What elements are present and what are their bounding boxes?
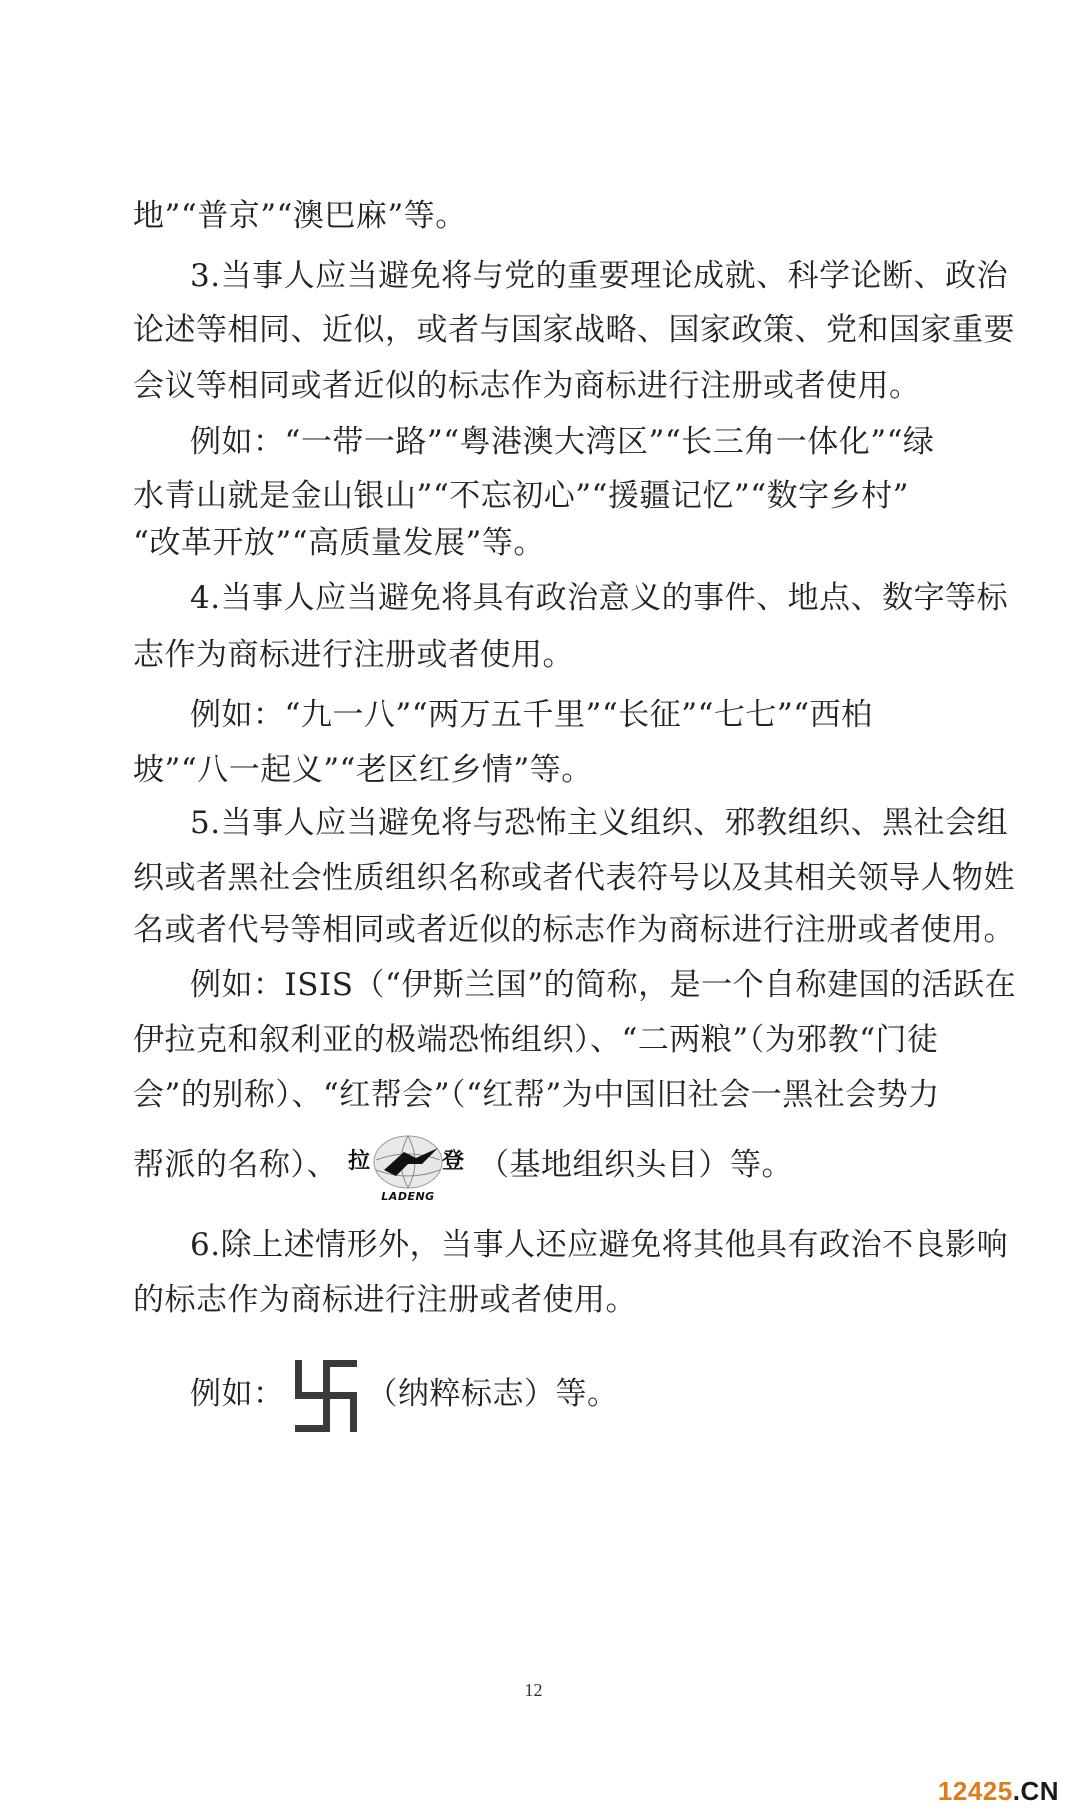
text-after-logo: （基地组织头目）等。 <box>478 1147 793 1183</box>
text-before-logo: 帮派的名称）、 <box>133 1147 338 1183</box>
text-after-symbol: （纳粹标志）等。 <box>366 1376 619 1412</box>
paragraph-line: 名或者代号等相同或者近似的标志作为商标进行注册或者使用。 <box>133 912 1015 948</box>
paragraph-line: 会议等相同或者近似的标志作为商标进行注册或者使用。 <box>133 368 921 404</box>
paragraph-line: 会”的别称）、“红帮会”（“红帮”为中国旧社会一黑社会势力 <box>133 1077 940 1113</box>
laden-logo-image <box>344 1130 472 1204</box>
paragraph-line: 论述等相同、近似，或者与国家战略、国家政策、党和国家重要 <box>133 312 1015 348</box>
paragraph-line: 的标志作为商标进行注册或者使用。 <box>133 1282 637 1318</box>
paragraph-line: 水青山就是金山银山”“不忘初心”“援疆记忆”“数字乡村” <box>133 478 909 514</box>
paragraph-line: 志作为商标进行注册或者使用。 <box>133 637 574 673</box>
paragraph-line: 地”“普京”“澳巴麻”等。 <box>133 198 467 234</box>
watermark-suffix: .CN <box>1012 1776 1059 1806</box>
paragraph-line: 5.当事人应当避免将与恐怖主义组织、邪教组织、黑社会组 <box>190 805 1009 841</box>
paragraph-line: 伊拉克和叙利亚的极端恐怖组织）、“二两粮”（为邪教“门徒 <box>133 1022 939 1058</box>
watermark-prefix: 12425 <box>937 1776 1013 1806</box>
text-before-symbol: 例如： <box>190 1376 285 1412</box>
logo-left-char: 拉 <box>348 1148 371 1174</box>
paragraph-line: 织或者黑社会性质组织名称或者代表符号以及其相关领导人物姓 <box>133 860 1015 896</box>
logo-caption: LADENG <box>381 1189 435 1203</box>
paragraph-line: 例如：“一带一路”“粤港澳大湾区”“长三角一体化”“绿 <box>190 424 935 460</box>
paragraph-line-with-logo <box>133 1128 793 1204</box>
paragraph-line: 坡”“八一起义”“老区红乡情”等。 <box>133 752 593 788</box>
paragraph-line: 例如：ISIS（“伊斯兰国”的简称，是一个自称建国的活跃在 <box>190 967 1017 1003</box>
page-number: 12 <box>524 1680 543 1700</box>
paragraph-line: 3.当事人应当避免将与党的重要理论成就、科学论断、政治 <box>190 258 1009 294</box>
paragraph-line: 4.当事人应当避免将具有政治意义的事件、地点、数字等标 <box>190 580 1009 616</box>
paragraph-line-with-symbol <box>190 1352 619 1438</box>
paragraph-line: “改革开放”“高质量发展”等。 <box>133 525 545 561</box>
paragraph-line: 例如：“九一八”“两万五千里”“长征”“七七”“西柏 <box>190 697 873 733</box>
nazi-symbol-image <box>291 1354 361 1438</box>
paragraph-line: 6.除上述情形外，当事人还应避免将其他具有政治不良影响 <box>190 1227 1009 1263</box>
site-watermark <box>938 1776 1059 1807</box>
logo-right-char: 登 <box>442 1148 465 1174</box>
